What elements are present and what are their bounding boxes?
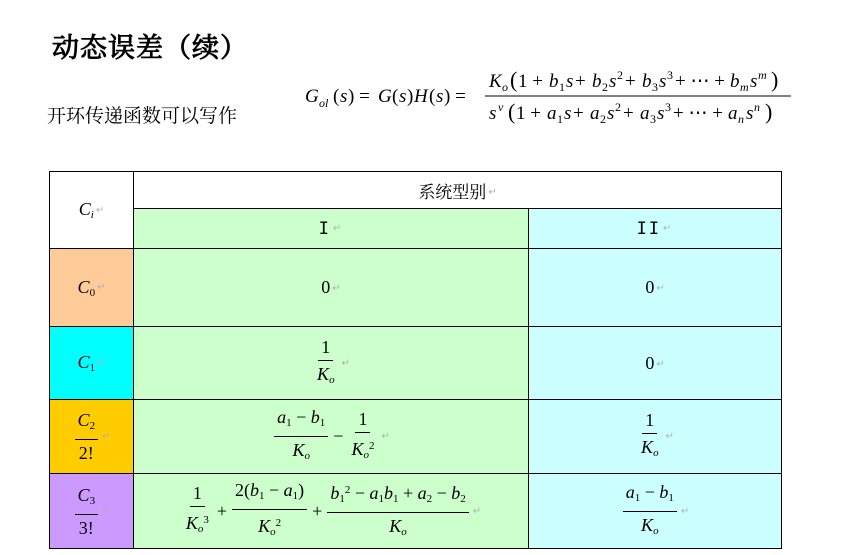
- system-type-header: 系统型别 ↵: [134, 172, 782, 209]
- cell-c1-type-I: $\frac{1}{K_o}$ ↵: [134, 327, 529, 400]
- open-loop-transfer-function-formula: [305, 60, 795, 128]
- svg-text:v: v: [498, 100, 504, 114]
- table-row: [50, 474, 782, 549]
- svg-text:3: 3: [652, 80, 658, 94]
- svg-text:s: s: [609, 71, 617, 92]
- corner-cell: $C_i$ ↵: [50, 172, 134, 249]
- svg-text:s: s: [489, 103, 497, 124]
- svg-text:): ): [765, 99, 773, 124]
- svg-text:s: s: [657, 103, 665, 124]
- table-row: [50, 327, 782, 400]
- svg-text:) =: ) =: [348, 86, 370, 107]
- subtitle: 开环传递函数可以写作: [47, 105, 238, 127]
- svg-text:s: s: [566, 71, 574, 92]
- svg-text:a: a: [640, 103, 650, 124]
- svg-text:(: (: [508, 99, 516, 124]
- svg-text:b: b: [730, 71, 740, 92]
- svg-text:a: a: [728, 103, 738, 124]
- svg-text:G: G: [305, 86, 319, 107]
- row-label-c3: $\frac{C_3}{3!}$ ↵: [50, 474, 134, 549]
- cell-c3-type-II: $\frac{a_1 - b_1}{K_o}$ ↵: [529, 474, 782, 549]
- static-error-coefficients-table: [49, 171, 782, 549]
- svg-text:G: G: [378, 86, 392, 107]
- row-label-c2: $\frac{C_2}{2!}$ ↵: [50, 400, 134, 474]
- cell-c2-type-I: $\frac{a_1 - b_1}{K_o}$ − $\frac{1}{K_o^2}$ ↵: [134, 400, 529, 474]
- svg-text:3: 3: [667, 68, 673, 82]
- svg-text:b: b: [592, 71, 602, 92]
- svg-text:s: s: [564, 103, 572, 124]
- svg-text:): ): [407, 86, 414, 107]
- svg-text:a: a: [590, 103, 600, 124]
- svg-text:+: +: [573, 103, 584, 124]
- svg-text:s: s: [399, 86, 407, 107]
- svg-text:) =: ) =: [444, 86, 466, 107]
- svg-text:H: H: [414, 86, 428, 107]
- svg-text:K: K: [489, 71, 502, 92]
- col-header-type-II: II ↵: [529, 209, 782, 249]
- svg-text:1: 1: [559, 80, 565, 94]
- table-row: [50, 400, 782, 474]
- svg-text:+ ⋯ +: + ⋯ +: [675, 71, 725, 92]
- svg-text:3: 3: [665, 100, 671, 114]
- svg-text:s: s: [436, 86, 444, 107]
- svg-text:2: 2: [600, 112, 606, 126]
- svg-text:b: b: [549, 71, 559, 92]
- svg-text:s: s: [746, 103, 754, 124]
- svg-text:m: m: [740, 80, 749, 94]
- svg-text:1 +: 1 +: [518, 71, 543, 92]
- svg-text:s: s: [750, 71, 758, 92]
- svg-text:+: +: [623, 103, 634, 124]
- svg-text:n: n: [754, 100, 760, 114]
- svg-text:1 +: 1 +: [516, 103, 541, 124]
- svg-text:(: (: [429, 86, 436, 107]
- svg-text:s: s: [340, 86, 348, 107]
- svg-text:1: 1: [557, 112, 563, 126]
- svg-text:2: 2: [617, 68, 623, 82]
- table-row: [50, 249, 782, 327]
- cell-c3-type-I: $\frac{1}{K_o^3}$ + $\frac{2(b_1 - a_1)}{K_o^2}$ + $\frac{b_1^2 - a_1b_1 + a_2 - b_2}{K_o}$ ↵: [134, 474, 529, 549]
- svg-text:o: o: [502, 80, 508, 94]
- svg-text:m: m: [758, 68, 767, 82]
- svg-text:ol: ol: [319, 96, 329, 110]
- cell-c1-type-II: 0 ↵: [529, 327, 782, 400]
- cell-c0-type-II: 0 ↵: [529, 249, 782, 327]
- svg-text:2: 2: [602, 80, 608, 94]
- svg-text:(: (: [392, 86, 399, 107]
- svg-text:+: +: [575, 71, 586, 92]
- svg-text:(: (: [510, 67, 518, 92]
- svg-text:2: 2: [615, 100, 621, 114]
- svg-text:n: n: [738, 112, 744, 126]
- row-label-c0: $C_0$ ↵: [50, 249, 134, 327]
- svg-text:s: s: [659, 71, 667, 92]
- svg-text:3: 3: [650, 112, 656, 126]
- svg-text:+ ⋯ +: + ⋯ +: [673, 103, 723, 124]
- svg-text:s: s: [607, 103, 615, 124]
- svg-text:(: (: [333, 86, 340, 107]
- cell-c0-type-I: 0 ↵: [134, 249, 529, 327]
- svg-text:a: a: [547, 103, 557, 124]
- svg-text:b: b: [642, 71, 652, 92]
- col-header-type-I: I ↵: [134, 209, 529, 249]
- cell-c2-type-II: $\frac{1}{K_o}$ ↵: [529, 400, 782, 474]
- row-label-c1: $C_1$ ↵: [50, 327, 134, 400]
- svg-text:): ): [771, 67, 779, 92]
- svg-text:+: +: [625, 71, 636, 92]
- page-title: 动态误差（续）: [52, 33, 248, 64]
